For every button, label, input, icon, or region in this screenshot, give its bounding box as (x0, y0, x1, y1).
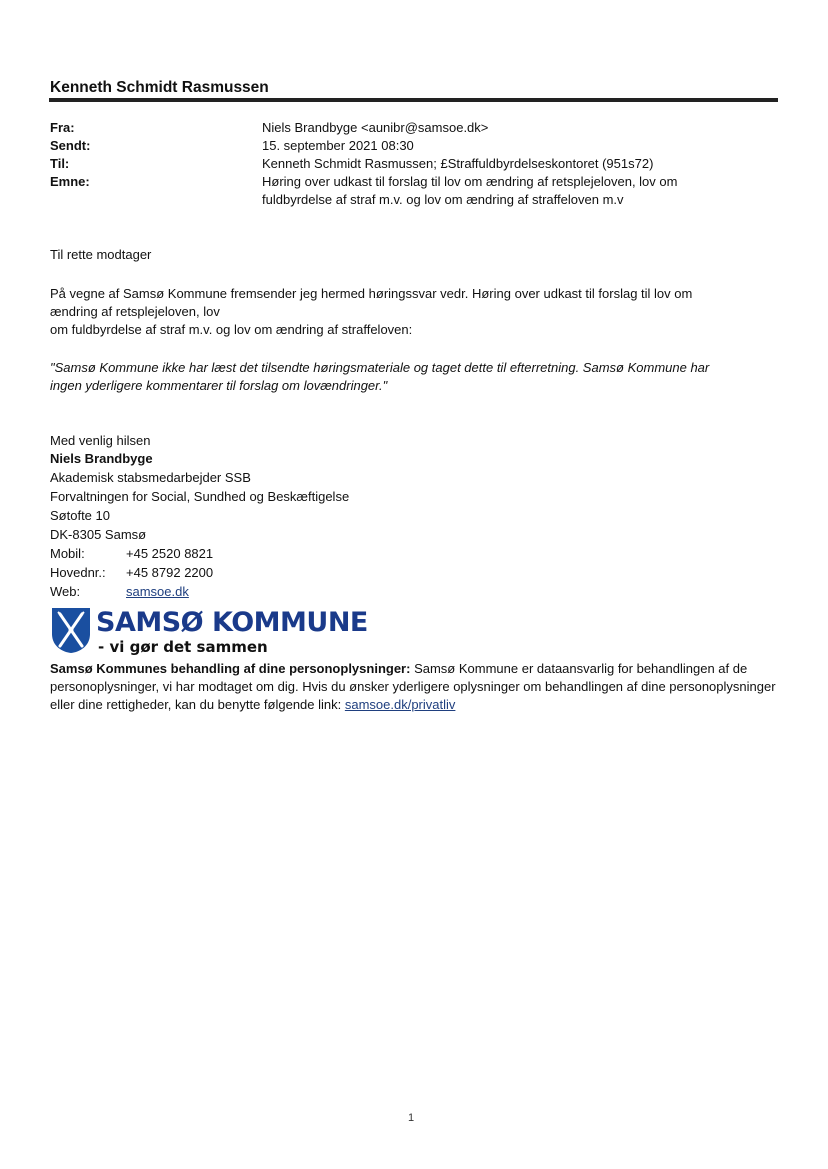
signature-department: Forvaltningen for Social, Sundhed og Beskæftigelse (50, 489, 350, 504)
sender-title: Kenneth Schmidt Rasmussen (50, 79, 269, 96)
signature-closing: Med venlig hilsen (50, 433, 151, 448)
quote-line-2: ingen yderligere kommentarer til forslag om lovændringer." (50, 378, 388, 393)
logo-name: SAMSØ KOMMUNE (96, 607, 368, 638)
body-paragraph-line-1: På vegne af Samsø Kommune fremsender jeg hermed høringssvar vedr. Høring over udkast til forslag til lov om (50, 286, 693, 301)
signature-title: Akademisk stabsmedarbejder SSB (50, 470, 251, 485)
subject-label: Emne: (50, 174, 90, 189)
sent-label: Sendt: (50, 138, 91, 153)
from-label: Fra: (50, 120, 75, 135)
subject-value-line-1: Høring over udkast til forslag til lov om ændring af retsplejeloven, lov om (262, 174, 678, 189)
signature-city: DK-8305 Samsø (50, 527, 147, 542)
shield-icon (50, 606, 92, 654)
privacy-heading: Samsø Kommunes behandling af dine personoplysninger: (50, 661, 411, 676)
to-value: Kenneth Schmidt Rasmussen; £Straffuldbyrdelseskontoret (951s72) (262, 156, 654, 171)
signature-street: Søtofte 10 (50, 508, 110, 523)
sent-value: 15. september 2021 08:30 (262, 138, 414, 153)
privacy-notice (50, 660, 780, 714)
mobile-value: +45 2520 8821 (126, 546, 214, 561)
privacy-link[interactable]: samsoe.dk/privatliv (344, 697, 456, 712)
signature-web (50, 583, 189, 601)
body-paragraph-line-2: ændring af retsplejeloven, lov (50, 304, 220, 319)
from-value: Niels Brandbyge <aunibr@samsoe.dk> (262, 120, 489, 135)
signature-main-phone (50, 564, 213, 582)
main-phone-value: +45 8792 2200 (126, 565, 214, 580)
web-link[interactable]: samsoe.dk (126, 584, 189, 599)
page-number: 1 (408, 1112, 415, 1124)
logo-tagline: - vi gør det sammen (98, 638, 268, 656)
subject-value-line-2: fuldbyrdelse af straf m.v. og lov om ændring af straffeloven m.v (262, 192, 624, 207)
signature-mobile (50, 545, 213, 563)
body-paragraph-line-3: om fuldbyrdelse af straf m.v. og lov om ændring af straffeloven: (50, 322, 413, 337)
greeting: Til rette modtager (50, 247, 152, 262)
quote-line-1: "Samsø Kommune ikke har læst det tilsendte høringsmateriale og taget dette til efterretning. Samsø Kommune har (50, 360, 710, 375)
municipality-logo (50, 606, 370, 658)
web-label: Web: (50, 584, 81, 599)
main-phone-label: Hovednr.: (50, 565, 106, 580)
to-label: Til: (50, 156, 70, 171)
header-divider (49, 98, 778, 102)
signature-name: Niels Brandbyge (50, 451, 153, 466)
privacy-text: Samsø Kommune er dataansvarlig for behandlingen af de personoplysninger, vi har modtaget om dig. Hvis du ønsker yderligere oplysninger om behandlingen af dine personoplysninger eller dine rettigheder, kan du benytte følgende link: (50, 661, 776, 712)
mobile-label: Mobil: (50, 546, 85, 561)
